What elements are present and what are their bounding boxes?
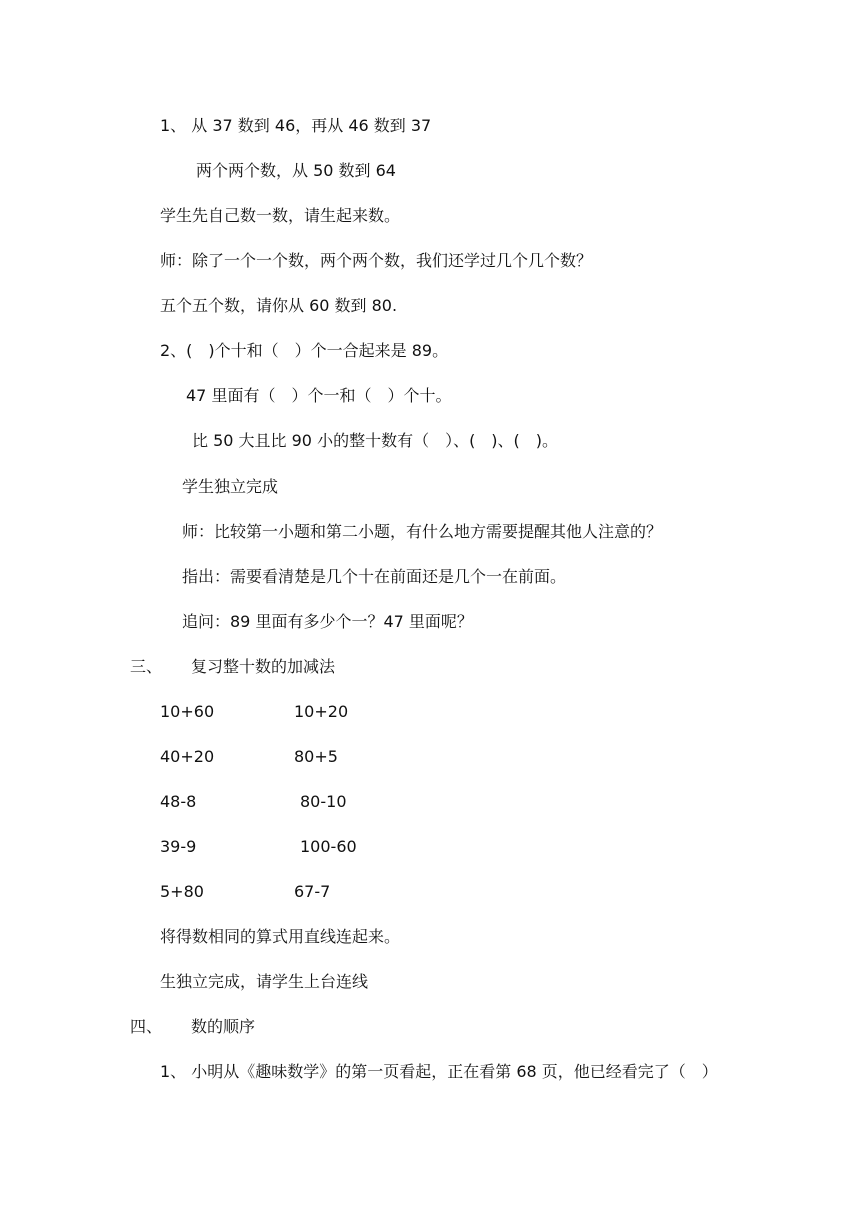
equation: 67-7 (294, 882, 331, 901)
instruction-line: 学生先自己数一数，请生起来数。 (160, 206, 401, 225)
exercise-2-line: 2、( )个十和（ ）个一合起来是 89。 (160, 341, 449, 360)
equation: 5+80 (160, 882, 204, 901)
equation: 100-60 (300, 837, 357, 856)
exercise-1-subline: 两个两个数，从 50 数到 64 (196, 161, 396, 180)
exercise-2-subline-2: 比 50 大且比 90 小的整十数有（ ）、( )、( )。 (192, 431, 559, 450)
section-3-title: 复习整十数的加减法 (191, 657, 336, 676)
equation: 48-8 (160, 792, 197, 811)
section-4-number: 四、 (130, 1017, 163, 1036)
exercise-line: 1、 小明从《趣味数学》的第一页看起，正在看第 68 页，他已经看完了（ ） (160, 1062, 718, 1081)
section-3-number: 三、 (130, 657, 163, 676)
follow-up-question: 追问：89 里面有多少个一？47 里面呢？ (182, 612, 473, 631)
equation: 39-9 (160, 837, 197, 856)
equation: 10+20 (294, 702, 349, 721)
point-out-line: 指出：需要看清楚是几个十在前面还是几个一在前面。 (182, 567, 567, 586)
instruction-line: 将得数相同的算式用直线连起来。 (160, 927, 401, 946)
equation: 80-10 (300, 792, 347, 811)
teacher-question: 师：除了一个一个数，两个两个数，我们还学过几个几个数？ (160, 251, 593, 270)
equation: 80+5 (294, 747, 338, 766)
exercise-1-line: 1、 从 37 数到 46，再从 46 数到 37 (160, 116, 432, 135)
section-4-title: 数的顺序 (191, 1017, 256, 1036)
exercise-2-subline-1: 47 里面有（ ）个一和（ ）个十。 (186, 386, 452, 405)
equation: 40+20 (160, 747, 215, 766)
instruction-line: 学生独立完成 (182, 477, 279, 496)
teacher-question: 师：比较第一小题和第二小题，有什么地方需要提醒其他人注意的？ (182, 522, 663, 541)
equation: 10+60 (160, 702, 215, 721)
instruction-line: 生独立完成，请学生上台连线 (160, 972, 369, 991)
counting-line: 五个五个数，请你从 60 数到 80. (160, 296, 398, 315)
